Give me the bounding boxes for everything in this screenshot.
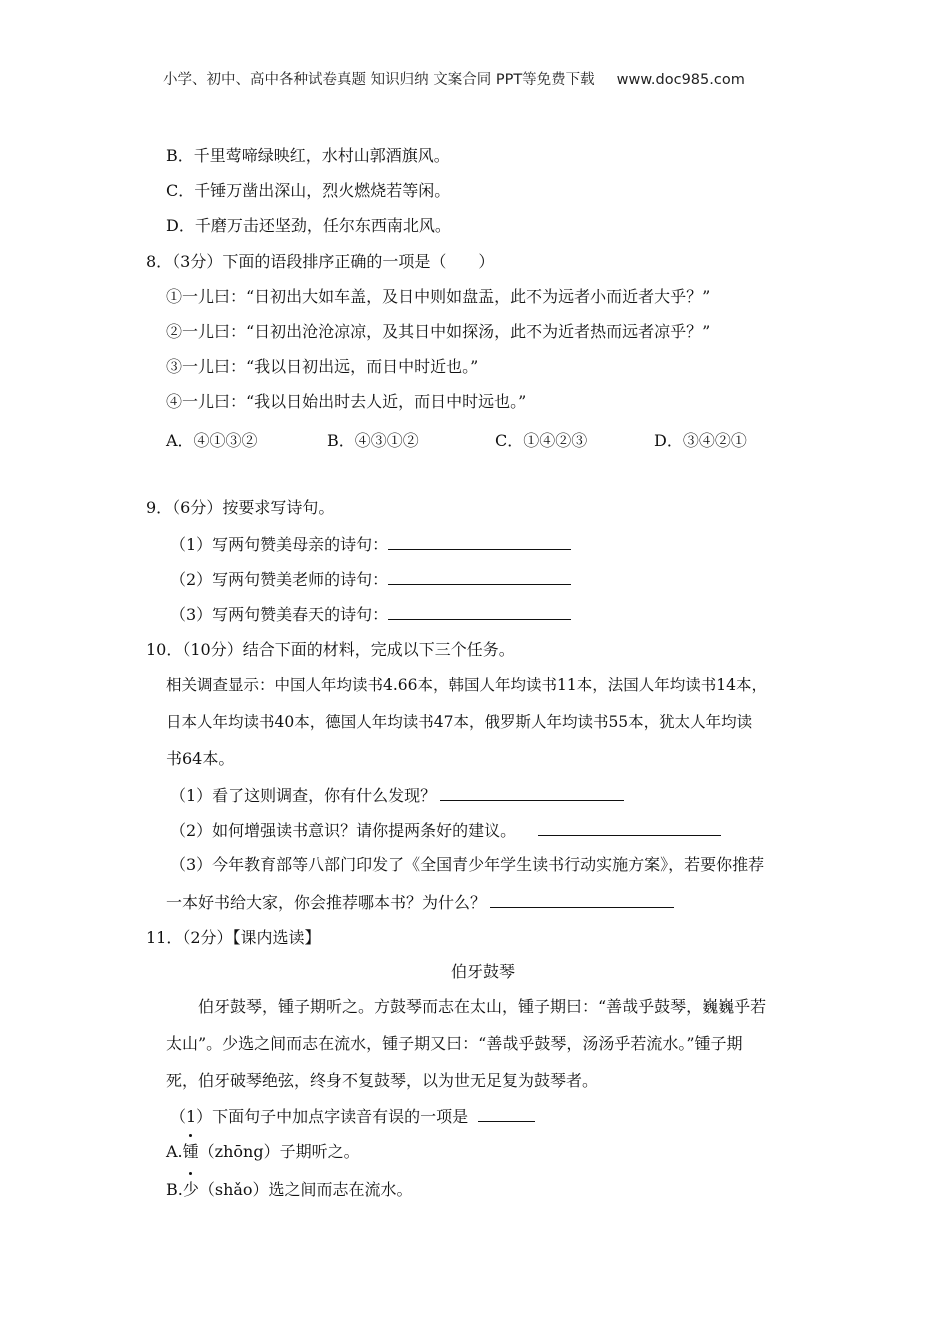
q9-item-2 (170, 569, 571, 590)
q10-sub2-label: （2）如何增强读书意识？请你提两条好的建议。 (170, 821, 517, 840)
q11-stem: 11．（2分）【课内选读】 (146, 928, 321, 947)
dotted-char: 少 (182, 1180, 199, 1199)
q10-material-line: 日本人年均读书40本，德国人年均读书47本，俄罗斯人年均读书55本，犹太人年均读 (166, 713, 753, 731)
q10-sub1 (170, 785, 624, 806)
q11-sub1 (170, 1106, 535, 1127)
q8-item: ②一儿曰：“日初出沧沧凉凉，及其日中如探汤，此不为近者热而远者凉乎？” (166, 322, 711, 341)
passage-line: 伯牙鼓琴，锺子期听之。方鼓琴而志在太山，锺子期曰：“善哉乎鼓琴，巍巍乎若 (198, 997, 767, 1016)
passage-title: 伯牙鼓琴 (451, 962, 516, 981)
q8-stem: 8．（3分）下面的语段排序正确的一项是（ ） (146, 252, 495, 271)
q9-item-1 (170, 534, 571, 555)
header-site[interactable]: www.doc985.com (616, 72, 745, 88)
q8-item: ④一儿曰：“我以日始出时去人近，而日中时远也。” (166, 392, 527, 411)
q10-sub3-label: 一本好书给大家，你会推荐哪本书？为什么？ (166, 893, 487, 912)
page-header (163, 68, 745, 89)
passage-line: 死，伯牙破琴绝弦，终身不复鼓琴，以为世无足复为鼓琴者。 (166, 1071, 599, 1090)
answer-blank[interactable] (490, 892, 674, 908)
q11-sub1-label: （1）下面句子中加点字读音有误的一项是 (170, 1107, 469, 1126)
q10-sub3 (166, 892, 674, 913)
q11-option-a (166, 1142, 360, 1162)
q11-option-b (166, 1180, 413, 1200)
q10-material-line: 相关调查显示：中国人年均读书4.66本，韩国人年均读书11本，法国人年均读书14本， (166, 676, 767, 694)
dotted-char: 锺 (182, 1142, 199, 1161)
answer-blank[interactable] (440, 785, 624, 801)
q8-option-a: A．④①③② (166, 431, 258, 450)
q8-item: ①一儿曰：“日初出大如车盖，及日中则如盘盂，此不为远者小而近者大乎？” (166, 287, 711, 306)
q8-option-c: C．①④②③ (495, 431, 588, 450)
q10-sub2 (170, 820, 721, 841)
answer-blank[interactable] (388, 534, 571, 550)
q10-material-line: 书64本。 (166, 749, 235, 768)
q8-option-b: B．④③①② (327, 431, 419, 450)
option-text: （shǎo）选之间而志在流水。 (198, 1180, 413, 1199)
q10-stem: 10．（10分）结合下面的材料，完成以下三个任务。 (146, 640, 515, 659)
q7-option-b: B．千里莺啼绿映红，水村山郭酒旗风。 (166, 146, 450, 165)
q8-item: ③一儿曰：“我以日初出远，而日中时近也。” (166, 357, 479, 376)
answer-blank[interactable] (388, 604, 571, 620)
q9-stem: 9．（6分）按要求写诗句。 (146, 498, 335, 517)
q9-item-label: （1）写两句赞美母亲的诗句： (170, 535, 389, 554)
q8-option-d: D．③④②① (654, 431, 747, 450)
q9-item-label: （3）写两句赞美春天的诗句： (170, 605, 389, 624)
option-letter: A. (166, 1142, 183, 1161)
q10-sub3-line1: （3）今年教育部等八部门印发了《全国青少年学生读书行动实施方案》，若要你推荐 (170, 855, 765, 874)
answer-blank[interactable] (478, 1106, 535, 1122)
q9-item-label: （2）写两句赞美老师的诗句： (170, 570, 389, 589)
header-text: 小学、初中、高中各种试卷真题 知识归纳 文案合同 PPT等免费下载 (163, 72, 595, 88)
passage-line: 太山”。少选之间而志在流水，锺子期又曰：“善哉乎鼓琴，汤汤乎若流水。”锺子期 (166, 1034, 743, 1053)
option-letter: B. (166, 1180, 183, 1199)
option-text: （zhōng）子期听之。 (198, 1142, 360, 1161)
q10-sub1-label: （1）看了这则调查，你有什么发现？ (170, 786, 437, 805)
answer-blank[interactable] (538, 820, 721, 836)
q7-option-c: C．千锤万凿出深山，烈火燃烧若等闲。 (166, 181, 451, 200)
q7-option-d: D．千磨万击还坚劲，任尔东西南北风。 (166, 216, 451, 235)
answer-blank[interactable] (388, 569, 571, 585)
q9-item-3 (170, 604, 571, 625)
